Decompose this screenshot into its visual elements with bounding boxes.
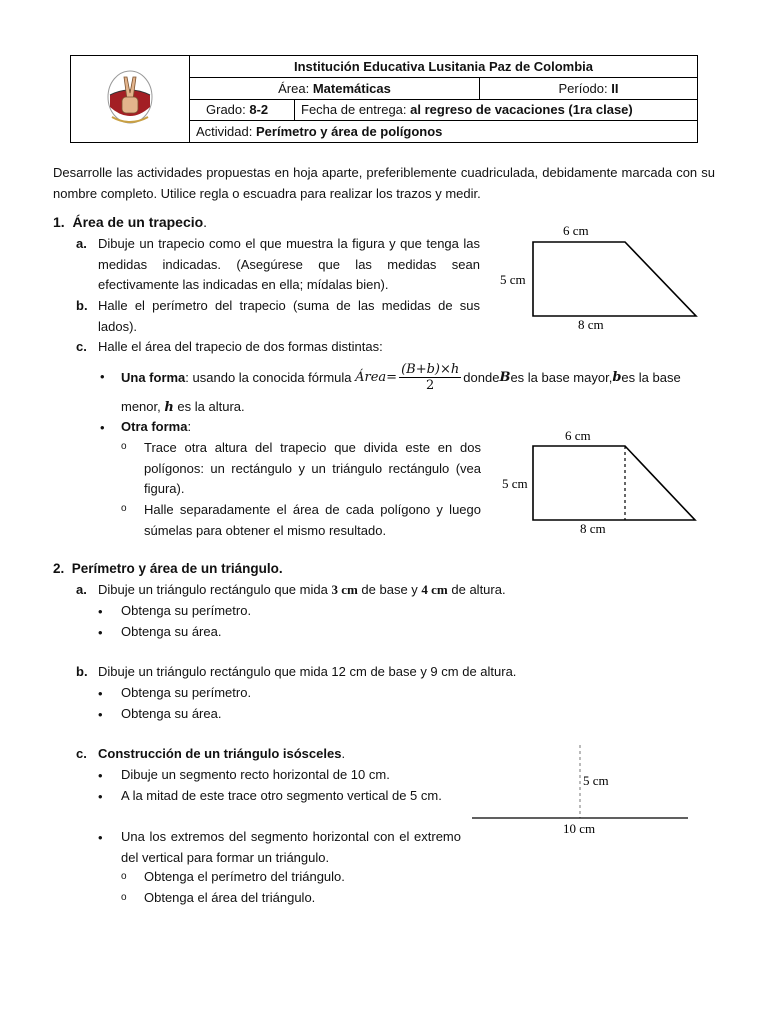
f1-tail3: es la base — [621, 369, 681, 385]
bullet-icon: • — [100, 369, 105, 384]
s2-b-marker: b. — [76, 664, 88, 679]
s1-b-marker: b. — [76, 298, 88, 313]
s2-a-text1: Dibuje un triángulo rectángulo que mida — [98, 582, 332, 597]
s1-c-marker: c. — [76, 339, 87, 354]
s2-a-item1: Obtenga su perímetro. — [121, 603, 252, 618]
s2-c-title-end: . — [341, 746, 346, 761]
s2-b-item2: Obtenga su área. — [121, 706, 222, 721]
f1-line — [121, 357, 681, 397]
s2-a-text3: de altura. — [447, 582, 506, 597]
s2-c-item1: Dibuje un segmento recto horizontal de 10 cm. — [121, 767, 390, 782]
delivery-label: Fecha de entrega: — [301, 102, 407, 118]
intro-paragraph: Desarrolle las actividades propuestas en hoja aparte, preferiblemente cuadriculada, debidamente marcada con su nombre completo. Utilice regla o escuadra para realizar los trazos y medir. — [53, 165, 715, 201]
bullet-icon: • — [98, 604, 103, 619]
section-1-title-end: . — [203, 214, 208, 230]
activity-label: Actividad: — [196, 124, 253, 140]
school-logo-icon — [100, 65, 160, 131]
f1-b: b — [612, 369, 622, 385]
period-cell — [480, 77, 698, 99]
circle-bullet-icon: o — [121, 892, 127, 903]
s1-c-text: Halle el área del trapecio de dos formas distintas: — [98, 339, 383, 354]
s2-c-sub2: Obtenga el área del triángulo. — [144, 890, 316, 905]
section-1-title: Área de un trapecio — [72, 214, 204, 230]
s2-c-item3: Una los extremos del segmento horizontal con el extremo del vertical para formar un triángulo. — [121, 829, 461, 865]
s2-c-title: Construcción de un triángulo isósceles — [98, 746, 342, 761]
s1-a-text: Dibuje un trapecio como el que muestra la figura y que tenga las medidas indicadas. (Asegúrese que las medidas sean efectivamente las indicadas en ella; mídalas bien). — [98, 236, 480, 292]
f1-line2b: es la altura. — [173, 399, 245, 414]
trapezoid-top-label: 6 cm — [563, 223, 589, 238]
area-cell — [190, 77, 480, 99]
trapezoid-bottom-label: 8 cm — [578, 317, 604, 332]
s2-a-base: 3 cm — [331, 582, 358, 597]
trapezoid-side-label: 5 cm — [500, 272, 526, 287]
activity-cell — [190, 121, 698, 143]
s2-c-marker: c. — [76, 746, 87, 761]
f1-text: : usando la conocida fórmula — [185, 369, 352, 385]
s2-b-item1: Obtenga su perímetro. — [121, 685, 252, 700]
s2-c-item2: A la mitad de este trace otro segmento vertical de 5 cm. — [121, 788, 442, 803]
segments-figure — [470, 740, 700, 840]
s2-a-marker: a. — [76, 582, 87, 597]
trapezoid-split-top-label: 6 cm — [565, 428, 591, 443]
logo-cell — [71, 56, 190, 143]
grade-delivery-cell — [190, 99, 698, 121]
s2-a-height: 4 cm — [421, 582, 448, 597]
section-2-number: 2. — [53, 561, 65, 576]
f1-tail1: donde — [463, 369, 500, 385]
section-1-heading — [53, 212, 207, 233]
s2-c-heading — [98, 744, 345, 765]
formula-fraction — [399, 362, 461, 393]
trapezoid-split-figure — [495, 425, 715, 540]
area-value: Matemáticas — [312, 80, 391, 96]
f1-tail2: es la base mayor, — [510, 369, 613, 385]
delivery-value: al regreso de vacaciones (1ra clase) — [410, 102, 633, 118]
bullet-icon: • — [98, 625, 103, 640]
s1-a-marker: a. — [76, 236, 87, 251]
grade-value: 8-2 — [249, 101, 269, 117]
trapezoid-split-side-label: 5 cm — [502, 476, 528, 491]
bullet-icon: • — [98, 830, 103, 845]
section-2-heading — [53, 559, 283, 580]
grade-label: Grado: — [206, 101, 246, 117]
bullet-icon: • — [98, 789, 103, 804]
f1-line2 — [121, 397, 245, 419]
s2-a-text2: de base y — [357, 582, 422, 597]
trapezoid-split-shape — [533, 446, 695, 520]
f2-o1: Trace otra altura del trapecio que divida este en dos polígonos: un rectángulo y un triángulo rectángulo (vea figura). — [144, 440, 481, 496]
horizontal-segment-label: 10 cm — [563, 821, 596, 836]
institution-name: Institución Educativa Lusitania Paz de Colombia — [190, 56, 698, 78]
s2-a-text — [98, 580, 506, 601]
s2-a-item2: Obtenga su área. — [121, 624, 222, 639]
vertical-segment-label: 5 cm — [583, 773, 609, 788]
trapezoid-shape — [533, 242, 696, 316]
s1-b-text: Halle el perímetro del trapecio (suma de las medidas de sus lados). — [98, 298, 480, 334]
activity-value: Perímetro y área de polígonos — [256, 124, 443, 140]
f2-label: Otra forma — [121, 419, 188, 434]
header-table — [70, 55, 698, 143]
section-1-number: 1. — [53, 214, 65, 230]
f1-h: h — [164, 400, 174, 415]
trapezoid-figure — [495, 220, 715, 335]
f2-o2: Halle separadamente el área de cada polígono y luego súmelas para obtener el mismo resultado. — [144, 502, 481, 538]
f1-line2a: menor, — [121, 399, 165, 414]
delivery-cell — [295, 102, 633, 117]
circle-bullet-icon: o — [121, 871, 127, 882]
formula-lhs: Área= — [355, 369, 398, 385]
period-value: II — [611, 80, 619, 96]
formula-numerator: (B+b)×h — [401, 361, 460, 377]
bullet-icon: • — [98, 686, 103, 701]
trapezoid-split-bottom-label: 8 cm — [580, 521, 606, 536]
s2-b-text: Dibuje un triángulo rectángulo que mida 12 cm de base y 9 cm de altura. — [98, 664, 517, 679]
circle-bullet-icon: o — [121, 503, 127, 514]
s2-c-sub1: Obtenga el perímetro del triángulo. — [144, 869, 345, 884]
circle-bullet-icon: o — [121, 441, 127, 452]
area-label: Área: — [278, 80, 310, 96]
f2-colon: : — [187, 419, 192, 434]
section-2-title: Perímetro y área de un triángulo. — [71, 561, 283, 576]
period-label: Período: — [558, 80, 608, 96]
f1-label: Una forma — [121, 369, 186, 385]
f2-heading — [121, 417, 191, 438]
bullet-icon: • — [98, 707, 103, 722]
f1-B: B — [499, 369, 511, 385]
bullet-icon: • — [98, 768, 103, 783]
formula-denominator: 2 — [426, 377, 435, 393]
bullet-icon: • — [100, 420, 105, 435]
grade-cell — [190, 100, 295, 120]
